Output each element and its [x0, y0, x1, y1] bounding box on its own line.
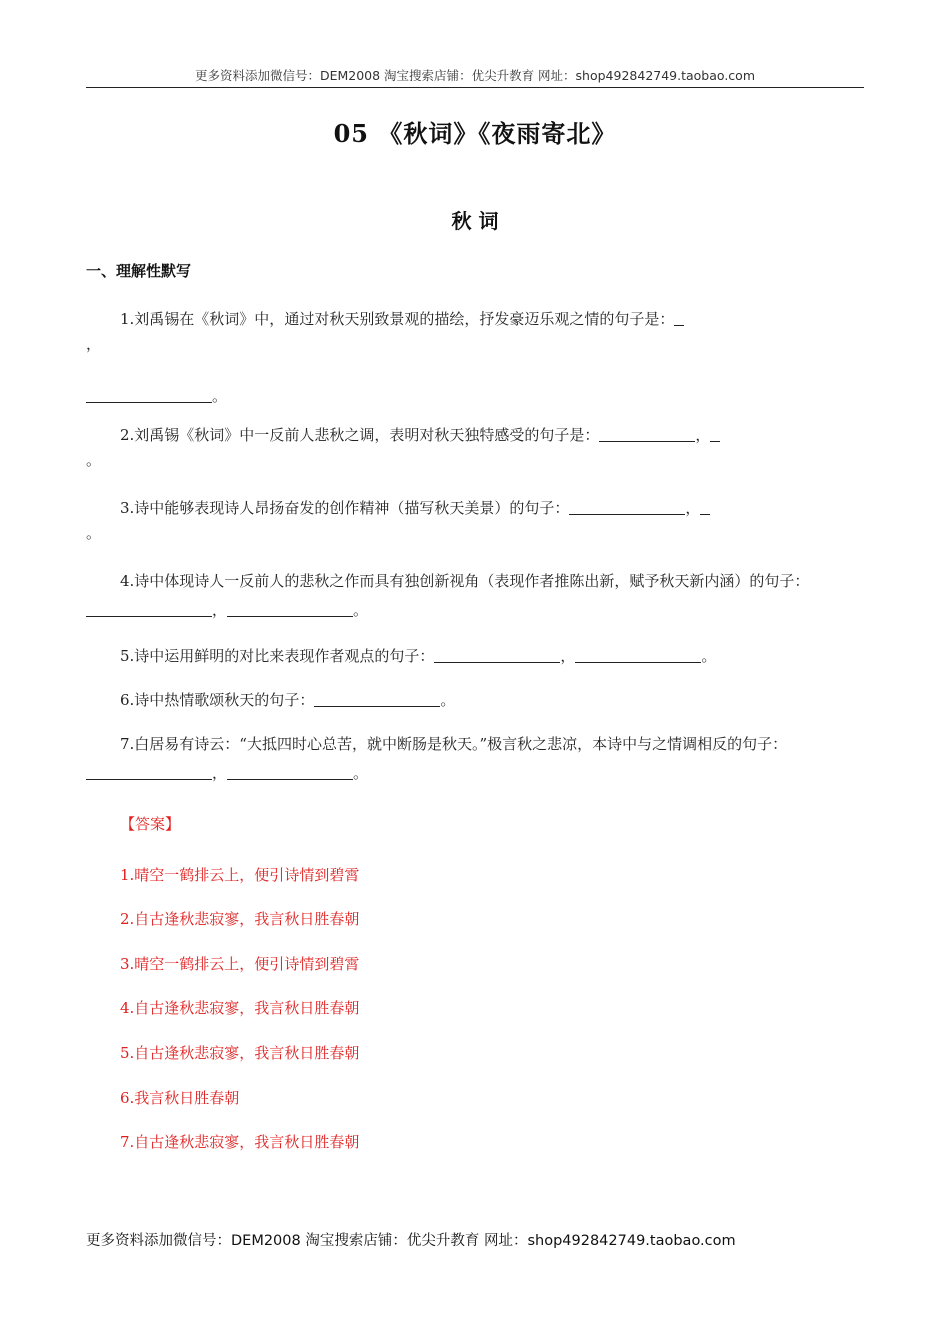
- question-7-comma: ，: [212, 764, 228, 782]
- question-5-comma: ，: [560, 647, 576, 665]
- question-3: [86, 494, 864, 543]
- answer-item: 2.自古逢秋悲寂寥，我言秋日胜春朝: [120, 910, 360, 928]
- answer-blank[interactable]: [434, 646, 560, 663]
- answer-label: 【答案】: [120, 815, 181, 833]
- question-6-end: 。: [440, 691, 456, 709]
- header-rule: [86, 87, 864, 88]
- question-5-text: 5.诗中运用鲜明的对比来表现作者观点的句子：: [120, 647, 435, 665]
- answer-blank[interactable]: [86, 600, 212, 617]
- question-2-end: 。: [86, 451, 102, 469]
- question-4-comma: ，: [212, 601, 228, 619]
- question-3-comma: ，: [685, 499, 701, 517]
- poem-title: 秋 词: [451, 209, 499, 233]
- question-1: [86, 305, 864, 411]
- question-7-end: 。: [353, 764, 369, 782]
- answer-blank[interactable]: [569, 498, 685, 515]
- answer-item: 1.晴空一鹤排云上，便引诗情到碧霄: [120, 866, 360, 884]
- answer-blank[interactable]: [710, 425, 720, 442]
- section-title: 一、理解性默写: [86, 262, 192, 280]
- question-5: [86, 642, 864, 671]
- question-6-text: 6.诗中热情歌颂秋天的句子：: [120, 691, 315, 709]
- question-1-comma: ，: [86, 335, 102, 353]
- question-4: [86, 567, 864, 625]
- header-text: 更多资料添加微信号：DEM2008 淘宝搜索店铺：优尖升教育 网址：shop492842749.taobao.com: [194, 68, 756, 83]
- answer-blank[interactable]: [575, 646, 701, 663]
- answer-blank[interactable]: [599, 425, 695, 442]
- answer-blank[interactable]: [86, 386, 212, 403]
- question-7-text: 7.白居易有诗云：“大抵四时心总苦，就中断肠是秋天。”极言秋之悲凉，本诗中与之情调相反的句子：: [120, 735, 788, 753]
- answer-blank[interactable]: [86, 763, 212, 780]
- answer-blank[interactable]: [674, 309, 684, 326]
- answer-item: 4.自古逢秋悲寂寥，我言秋日胜春朝: [120, 999, 360, 1017]
- answer-blank[interactable]: [227, 763, 353, 780]
- question-7: [86, 730, 864, 788]
- question-1-end: 。: [212, 387, 228, 405]
- answer-item: 7.自古逢秋悲寂寥，我言秋日胜春朝: [120, 1133, 360, 1151]
- answer-item: 3.晴空一鹤排云上，便引诗情到碧霄: [120, 955, 360, 973]
- question-3-text: 3.诗中能够表现诗人昂扬奋发的创作精神（描写秋天美景）的句子：: [120, 499, 570, 517]
- question-6: [86, 686, 864, 715]
- question-2: [86, 421, 864, 470]
- answer-blank[interactable]: [227, 600, 353, 617]
- answer-blank[interactable]: [314, 690, 440, 707]
- footer-text: 更多资料添加微信号：DEM2008 淘宝搜索店铺：优尖升教育 网址：shop492842749.taobao.com: [86, 1233, 736, 1249]
- answer-item: 5.自古逢秋悲寂寥，我言秋日胜春朝: [120, 1044, 360, 1062]
- question-5-end: 。: [701, 647, 717, 665]
- question-4-end: 。: [353, 601, 369, 619]
- question-2-comma: ，: [695, 426, 711, 444]
- question-4-text: 4.诗中体现诗人一反前人的悲秋之作而具有独创新视角（表现作者推陈出新，赋予秋天新内涵）的句子：: [120, 572, 810, 590]
- question-3-end: 。: [86, 524, 102, 542]
- document-title: 05 《秋词》《夜雨寄北》: [333, 119, 617, 148]
- answer-item: 6.我言秋日胜春朝: [120, 1089, 240, 1107]
- answer-blank[interactable]: [700, 498, 710, 515]
- question-2-text: 2.刘禹锡《秋词》中一反前人悲秋之调，表明对秋天独特感受的句子是：: [120, 426, 600, 444]
- question-1-text: 1.刘禹锡在《秋词》中，通过对秋天别致景观的描绘，抒发豪迈乐观之情的句子是：: [120, 310, 675, 328]
